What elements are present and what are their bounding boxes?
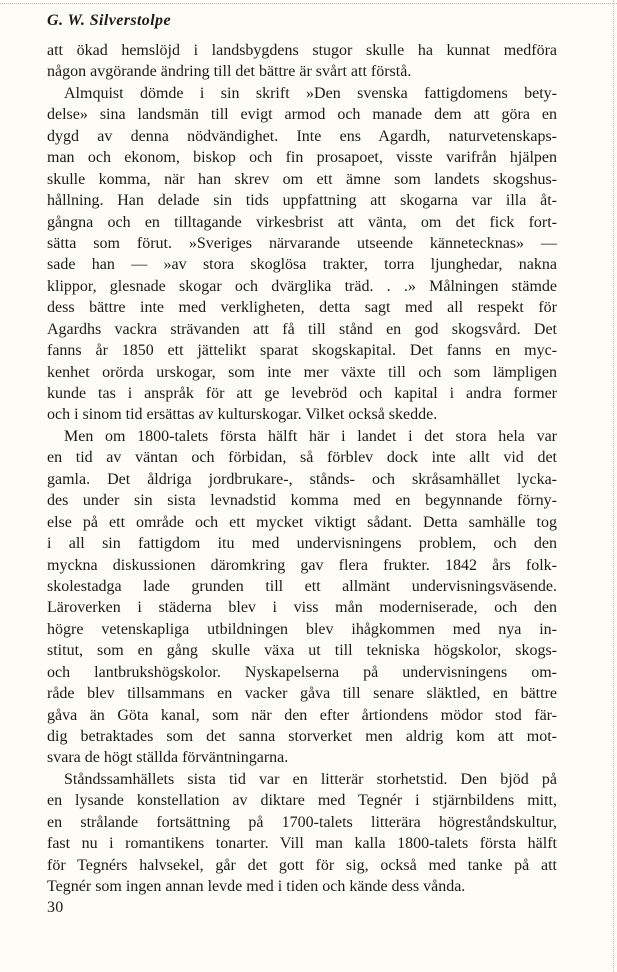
text-line: dygd av denna nödvändighet. Inte ens Agardh, naturvetenskaps- — [47, 127, 557, 145]
text-line: högre vetenskapliga utbildningen blev ihågkommen med nya in- — [47, 620, 557, 638]
text-line: gamla. Det åldriga jordbrukare-, stånds- och skråsamhället lycka- — [47, 470, 557, 488]
text-line: kenhet orörda urskogar, som inte mer växte till och som lämpligen — [47, 363, 557, 381]
text-line: dig betraktades som det sanna storverket men aldrig kom att mot- — [47, 728, 557, 745]
text-line: Läroverken i städerna blev i viss mån moderniserade, och den — [47, 599, 557, 617]
text-line: skolestadga lade grunden till ett allmänt undervisningsväsende. — [47, 577, 557, 595]
text-line: gångna och en tilltagande virkesbrist att vänta, om det fick fort- — [47, 213, 557, 231]
paragraph — [47, 83, 557, 426]
paragraph — [47, 426, 557, 769]
text-line: gåva än Göta kanal, som när den efter årtiondens mödor stod fär- — [47, 706, 557, 724]
right-edge-divider — [613, 0, 614, 972]
text-line: för Tegnérs halvsekel, går det gott för sig, också med tanke på att — [47, 856, 557, 874]
body-text — [47, 40, 557, 898]
paragraph — [47, 769, 557, 898]
text-line: Agardhs vackra strävanden att få till stånd en god skogsvård. Det — [47, 320, 557, 338]
text-line: myckna diskussionen däromkring gav flera frukter. 1842 års folk- — [47, 556, 557, 574]
text-line: svara de högt ställda förväntningarna. — [47, 749, 289, 767]
text-line: man och ekonom, biskop och fin prosapoet, visste varifrån hjälpen — [47, 149, 557, 167]
text-line: råde blev tillsammans en vacker gåva till senare släktled, en bättre — [47, 685, 557, 703]
text-line: en strålande fortsättning på 1700-talets litterära högreståndskultur, — [47, 813, 557, 831]
text-line: kunde tas i anspråk för att ge levebröd och kapital i andra former — [47, 385, 557, 402]
text-line: och i sinom tid ersättas av kulturskogar. Vilket också skedde. — [47, 406, 438, 424]
text-line: och lantbrukshögskolor. Nyskapelserna på undervisningens om- — [47, 663, 557, 681]
text-line: i all sin fattigdom itu med undervisningens problem, och den — [47, 535, 557, 553]
text-line: Almquist dömde i sin skrift »Den svenska fattigdomens bety- — [64, 84, 557, 102]
top-edge-divider — [0, 3, 617, 4]
text-line: dess bättre inte med verkligheten, detta sagt med all respekt för — [47, 299, 557, 317]
text-line: stitut, som en gång skulle växa ut till tekniska högskolor, skogs- — [47, 642, 557, 660]
text-line: Tegnér som ingen annan levde med i tiden och kände dess vånda. — [47, 878, 466, 896]
text-line: fast nu i romantikens tonarter. Vill man kalla 1800-talets första hälft — [47, 835, 557, 853]
text-line: en tid av väntan och förbidan, så förblev dock inte allt vid det — [47, 449, 557, 467]
paragraph — [47, 40, 557, 83]
text-line: delse» sina landsmän till evigt armod och manade dem att göra en — [47, 106, 557, 124]
text-line: en lysande konstellation av diktare med Tegnér i stjärnbildens mitt, — [47, 792, 557, 810]
text-line: Men om 1800-talets första hälft här i landet i det stora hela var — [64, 427, 557, 445]
text-line: skulle komma, när han skrev om ett ämne som landets skogshus- — [47, 170, 557, 188]
running-head: G. W. Silverstolpe — [47, 12, 171, 29]
text-line: fanns år 1850 ett jättelikt sparat skogskapital. Det fanns en myc- — [47, 342, 557, 360]
page-number: 30 — [47, 899, 64, 916]
text-line: else på ett område och ett mycket viktigt sådant. Detta samhälle tog — [47, 513, 557, 531]
text-line: någon avgörande ändring till det bättre är svårt att förstå. — [47, 63, 412, 81]
text-line: Ståndssamhällets sista tid var en litterär storhetstid. Den bjöd på — [64, 770, 557, 788]
text-line: klippor, glesnade skogar och dvärglika träd. . .» Målningen stämde — [47, 277, 557, 295]
text-line: sätta som förut. »Sveriges närvarande utseende kännetecknas» — — [47, 234, 557, 252]
text-line: sade han — »av stora skoglösa trakter, torra ljunghedar, nakna — [47, 256, 557, 274]
text-line: des under sin sista levnadstid komma med en begynnande förny- — [47, 492, 557, 510]
text-line: hållning. Han delade sin tids uppfattning att skogarna var illa åt- — [47, 192, 557, 210]
text-line: att ökad hemslöjd i landsbygdens stugor skulle ha kunnat medföra — [47, 42, 557, 59]
